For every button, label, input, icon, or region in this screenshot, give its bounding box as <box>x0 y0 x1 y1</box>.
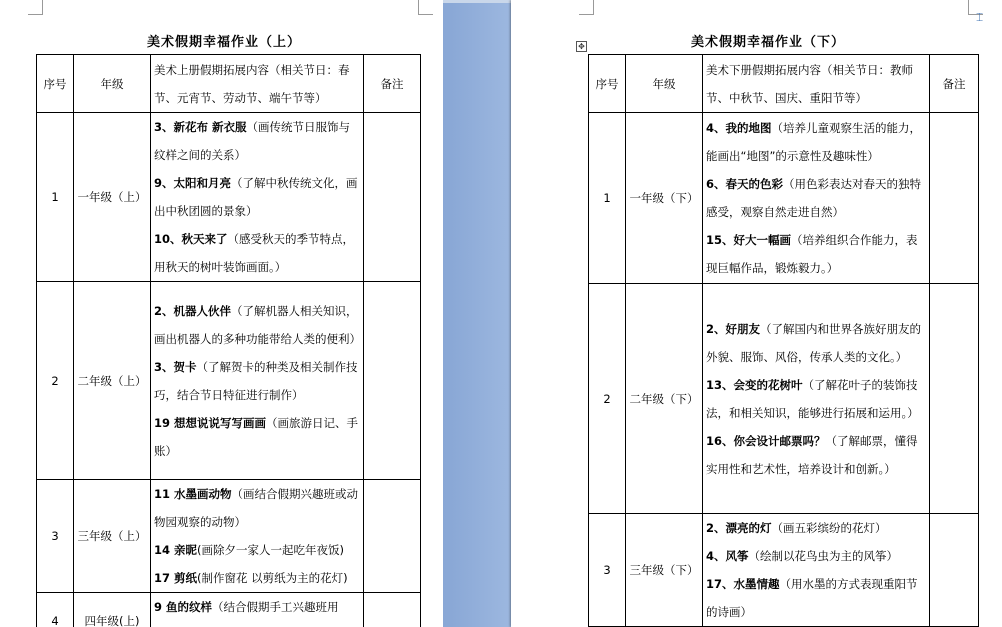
list-item: 2、好朋友（了解国内和世界各族好朋友的外貌、服饰、风俗，传承人类的文化。） <box>706 321 922 364</box>
document-page-right[interactable] <box>511 0 1002 627</box>
page-title: 美术假期幸福作业（下） <box>691 35 846 50</box>
row-remark <box>930 113 979 284</box>
row-no: 2 <box>37 282 74 480</box>
list-item: 10、秋天来了（感受秋天的季节特点，用秋天的树叶装饰画面。） <box>154 232 355 274</box>
row-grade: 四年级(上) <box>74 593 151 627</box>
page-corner-mark <box>579 0 594 15</box>
row-remark <box>930 284 979 514</box>
header-content: 美术下册假期拓展内容（相关节日：教师节、中秋节、国庆、重阳节等） <box>703 55 930 113</box>
row-content <box>151 113 364 282</box>
list-item: 4、我的地图（培养儿童观察生活的能力，能画出“地图”的示意性及趣味性） <box>706 121 922 163</box>
row-content <box>703 113 930 284</box>
row-no: 3 <box>589 514 626 627</box>
table-row <box>37 480 421 593</box>
row-no: 1 <box>589 113 626 284</box>
row-no: 1 <box>37 113 74 282</box>
row-grade: 三年级（上） <box>74 480 151 593</box>
list-item: 9、太阳和月亮（了解中秋传统文化，画出中秋团圆的景象） <box>154 176 358 218</box>
list-item: 15、好大一幅画（培养组织合作能力，表现巨幅作品，锻炼毅力。） <box>706 233 918 275</box>
row-no: 3 <box>37 480 74 593</box>
table-row <box>37 113 421 282</box>
table-row <box>37 282 421 480</box>
table-header-row <box>37 55 421 113</box>
table-row <box>37 593 421 627</box>
row-no: 4 <box>37 593 74 627</box>
row-remark <box>930 514 979 627</box>
row-grade: 三年级（下） <box>626 514 703 627</box>
list-item: 19 想想说说写写画画（画旅游日记、手账） <box>154 415 359 458</box>
row-grade: 二年级（下） <box>626 284 703 514</box>
page-title: 美术假期幸福作业（上） <box>147 35 302 50</box>
row-remark <box>364 593 421 627</box>
list-item: 9 鱼的纹样（结合假期手工兴趣班用 <box>154 600 339 614</box>
list-item: 11 水墨画动物（画结合假期兴趣班或动物园观察的动物） <box>154 487 359 529</box>
table-header-row <box>589 55 979 113</box>
list-item: 14 亲昵(画除夕一家人一起吃年夜饭) <box>154 543 344 557</box>
homework-table <box>588 54 979 627</box>
document-page-left[interactable] <box>0 0 443 627</box>
header-no: 序号 <box>37 55 74 113</box>
table-row <box>589 284 979 514</box>
list-item: 16、你会设计邮票吗？（了解邮票，懂得实用性和艺术性，培养设计和创新。） <box>706 433 918 476</box>
homework-table <box>36 54 421 627</box>
row-content <box>151 282 364 480</box>
list-item: 2、机器人伙伴（了解机器人相关知识，画出机器人的多种功能带给人类的便利） <box>154 303 361 346</box>
list-item: 4、风筝（绘制以花鸟虫为主的风筝） <box>706 549 899 563</box>
list-item: 17、水墨情趣（用水墨的方式表现重阳节的诗画） <box>706 577 918 619</box>
list-item: 17 剪纸(制作窗花 以剪纸为主的花灯) <box>154 571 348 585</box>
header-grade: 年级 <box>626 55 703 113</box>
text-cursor-icon: ⌶ <box>976 10 984 24</box>
row-content <box>151 593 364 627</box>
header-remark: 备注 <box>364 55 421 113</box>
list-item: 13、会变的花树叶（了解花叶子的装饰技法，和相关知识，能够进行拓展和运用。） <box>706 377 919 420</box>
list-item: 3、贺卡（了解贺卡的种类及相关制作技巧，结合节日特征进行制作） <box>154 359 358 402</box>
list-item: 2、漂亮的灯（画五彩缤纷的花灯） <box>706 521 887 535</box>
page-corner-mark <box>28 0 43 15</box>
list-item: 3、新花布 新衣服（画传统节日服饰与纹样之间的关系） <box>154 120 351 162</box>
header-remark: 备注 <box>930 55 979 113</box>
row-remark <box>364 282 421 480</box>
header-content: 美术上册假期拓展内容（相关节日：春节、元宵节、劳动节、端午节等） <box>151 55 364 113</box>
header-no: 序号 <box>589 55 626 113</box>
row-remark <box>364 480 421 593</box>
row-grade: 一年级（上） <box>74 113 151 282</box>
table-row <box>589 113 979 284</box>
row-remark <box>364 113 421 282</box>
row-no: 2 <box>589 284 626 514</box>
row-grade: 二年级（上） <box>74 282 151 480</box>
row-grade: 一年级（下） <box>626 113 703 284</box>
page-corner-mark <box>418 0 433 15</box>
table-move-handle-icon[interactable]: ✥ <box>576 41 587 52</box>
list-item: 6、春天的色彩（用色彩表达对春天的独特感受，观察自然走进自然） <box>706 177 922 219</box>
row-content <box>703 284 930 514</box>
row-content <box>151 480 364 593</box>
table-row <box>589 514 979 627</box>
header-grade: 年级 <box>74 55 151 113</box>
row-content <box>703 514 930 627</box>
